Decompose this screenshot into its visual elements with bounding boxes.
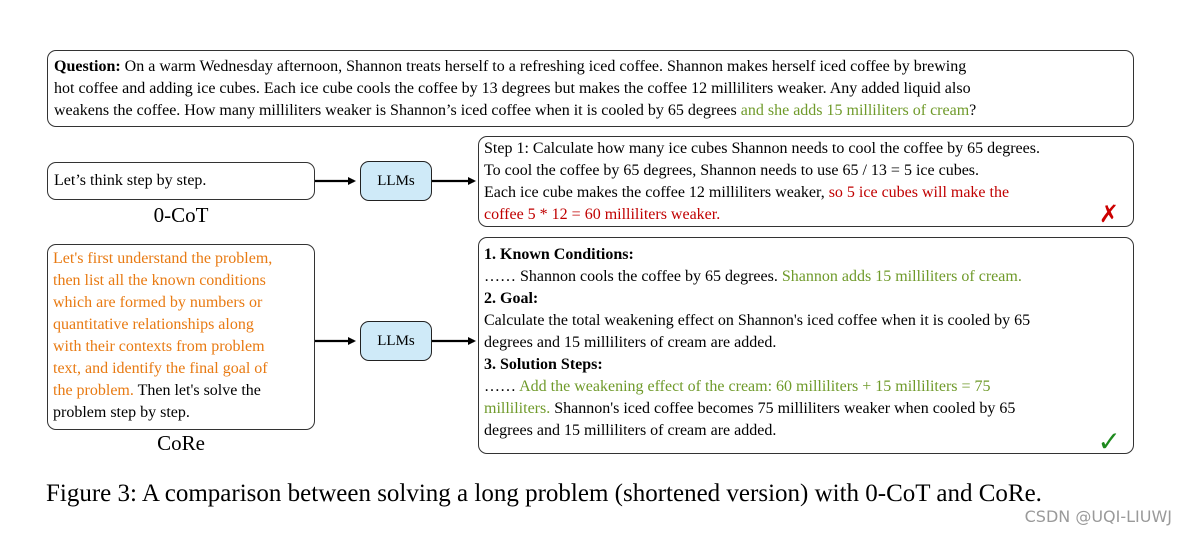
known-conditions-line: [484, 266, 1128, 288]
goal-heading: 2. Goal:: [484, 290, 539, 307]
wrong-mark-icon: ✗: [1098, 200, 1119, 228]
question-cream-highlight: and she adds 15 milliliters of cream: [740, 102, 970, 119]
core-prompt-box: [47, 244, 315, 430]
check-mark-icon: ✓: [1097, 425, 1121, 458]
core-prompt-line-8: problem step by step.: [53, 404, 190, 421]
known-conditions-text: …… Shannon cools the coffee by 65 degrees.: [484, 268, 782, 285]
zero-cot-error-text: so 5 ice cubes will make the: [828, 184, 1010, 201]
core-prompt-line: with their contexts from problem: [53, 338, 265, 355]
core-prompt-line: then list all the known conditions: [53, 272, 266, 289]
solution-text-2a: milliliters.: [484, 400, 551, 417]
core-label: CoRe: [157, 431, 205, 455]
zero-cot-output-box: [478, 136, 1134, 227]
zero-cot-output-line-1: Step 1: Calculate how many ice cubes Shannon needs to cool the coffee by 65 degrees.: [484, 140, 1040, 157]
core-prompt-line: text, and identify the final goal of: [53, 360, 268, 377]
core-output-box: [478, 237, 1134, 458]
zero-cot-output-line-3: [484, 182, 1128, 204]
solution-steps-heading: 3. Solution Steps:: [484, 356, 603, 373]
solution-text-1: Add the weakening effect of the cream: 60 milliliters + 15 milliliters = 75: [519, 378, 991, 395]
goal-line-2: degrees and 15 milliliters of cream are added.: [484, 334, 777, 351]
watermark: CSDN @UQI-LIUWJ: [1024, 507, 1172, 526]
question-label: Question:: [54, 58, 121, 75]
question-line-2: hot coffee and adding ice cubes. Each ice cube cools the coffee by 13 degrees but makes the coffee 12 milliliters weaker. Any added liquid also: [54, 80, 971, 97]
question-text-1: On a warm Wednesday afternoon, Shannon treats herself to a refreshing iced coffee. Shannon makes herself iced coffee by brewing: [124, 58, 967, 75]
solution-line-1: [484, 376, 1128, 398]
solution-line-2: [484, 398, 1128, 420]
solution-text-2b: Shannon's iced coffee becomes 75 milliliters weaker when cooled by 65: [550, 400, 1016, 417]
figure-caption: Figure 3: A comparison between solving a long problem (shortened version) with 0-CoT and CoRe.: [46, 480, 1042, 507]
core-prompt-line: Let's first understand the problem,: [53, 250, 273, 267]
goal-line-1: Calculate the total weakening effect on Shannon's iced coffee when it is cooled by 65: [484, 312, 1031, 329]
llm-node-zero-cot: LLMs: [360, 161, 432, 201]
core-prompt-line-7: [53, 380, 309, 402]
known-conditions-heading: 1. Known Conditions:: [484, 246, 634, 263]
zero-cot-prompt-text: Let’s think step by step.: [54, 172, 207, 189]
question-text-3: weakens the coffee. How many milliliters weaker is Shannon’s iced coffee when it is cooled by 65 degrees: [54, 102, 741, 119]
known-conditions-cream: Shannon adds 15 milliliters of cream.: [781, 268, 1022, 285]
solution-ellipsis: ……: [484, 378, 520, 395]
llm-node-core: LLMs: [360, 321, 432, 361]
core-prompt-line: which are formed by numbers or: [53, 294, 263, 311]
solution-line-3: degrees and 15 milliliters of cream are added.: [484, 422, 777, 439]
zero-cot-output-line-4: coffee 5 * 12 = 60 milliliters weaker.: [484, 206, 721, 223]
zero-cot-output-line-2: To cool the coffee by 65 degrees, Shannon needs to use 65 / 13 = 5 ice cubes.: [484, 162, 980, 179]
zero-cot-label: 0-CoT: [153, 203, 209, 227]
zero-cot-output-text-3: Each ice cube makes the coffee 12 milliliters weaker,: [484, 184, 829, 201]
core-prompt-text-7a: the problem.: [53, 382, 134, 399]
question-mark: ?: [969, 102, 977, 119]
core-prompt-line: quantitative relationships along: [53, 316, 254, 333]
core-prompt-text-7b: Then let's solve the: [133, 382, 261, 399]
